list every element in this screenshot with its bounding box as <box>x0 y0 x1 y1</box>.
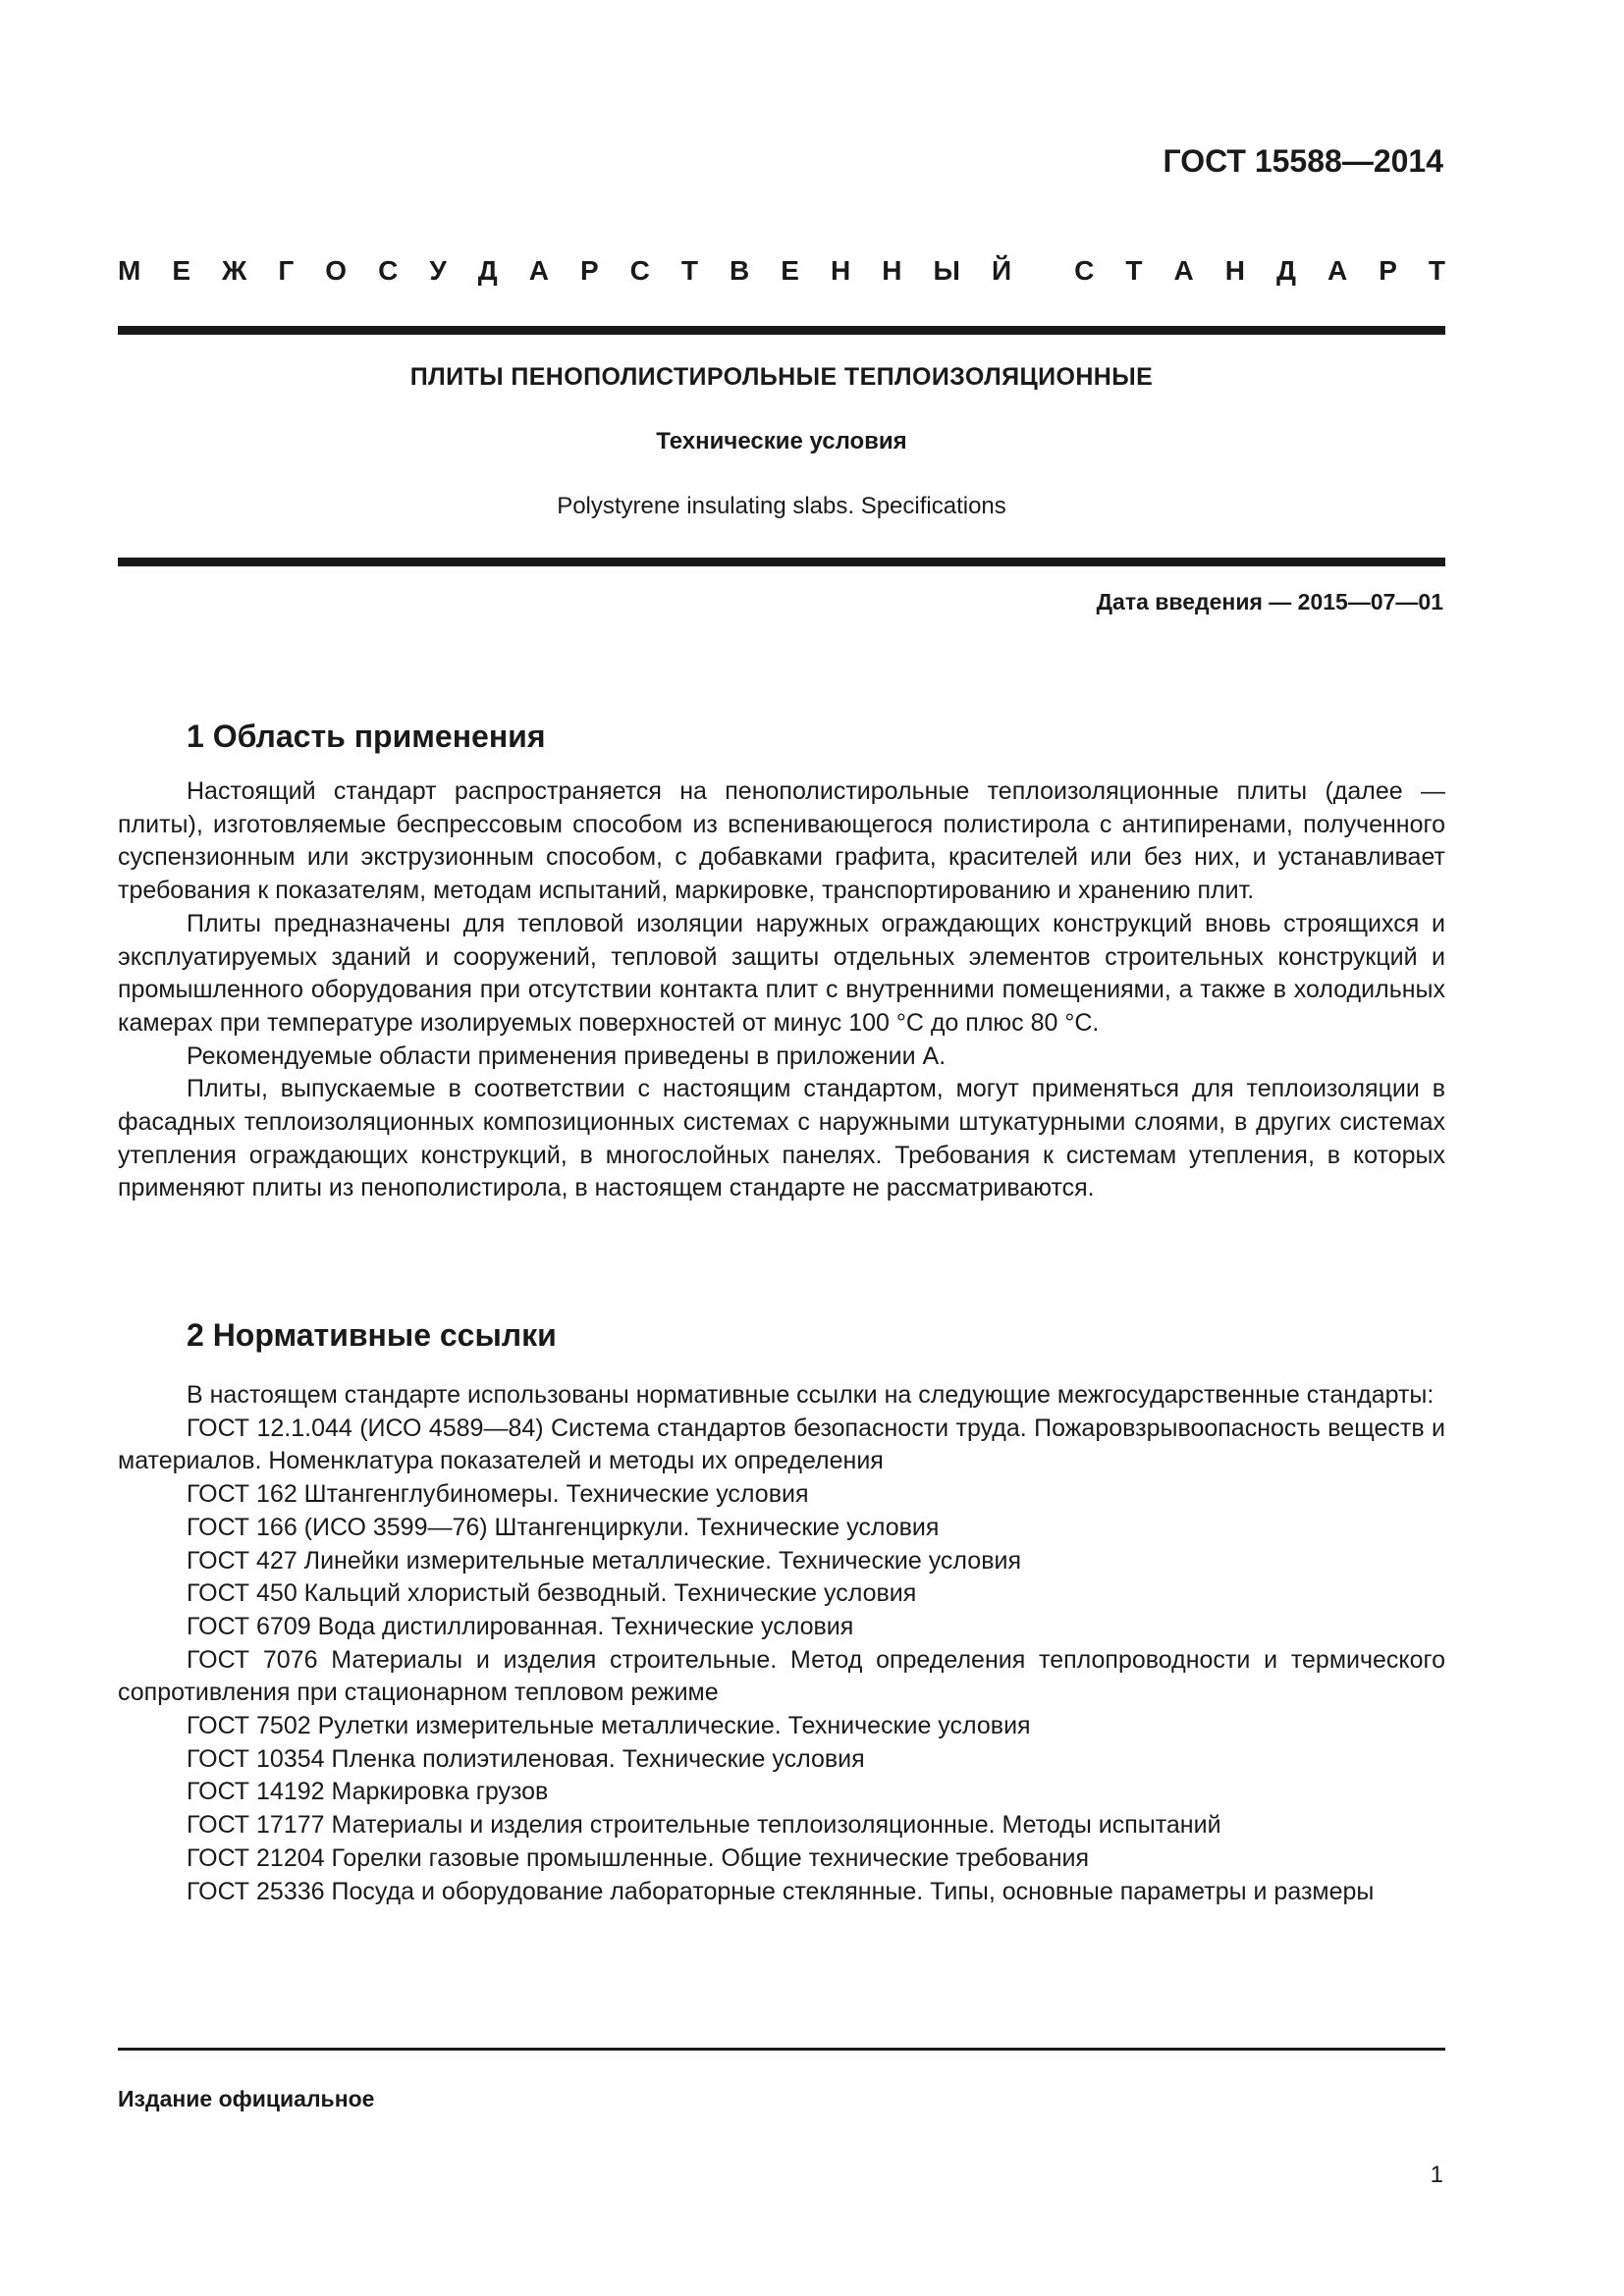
paragraph: Плиты, выпускаемые в соответствии с настоящим стандартом, могут применяться для теплоизоляции в фасадных теплоизоляционных композиционных системах с наружными штукатурными слоями, в других системах утепления ограждающих конструкций, в многослойных панелях. Требования к системам утепления, в которых применяют плиты из пенополистирола, в настоящем стандарте не рассматриваются. <box>118 1075 1445 1202</box>
standard-kind-letter: А <box>528 255 549 286</box>
reference-item: ГОСТ 10354 Пленка полиэтиленовая. Технические условия <box>187 1744 865 1773</box>
reference-item: ГОСТ 427 Линейки измерительные металлические. Технические условия <box>187 1546 1021 1575</box>
header-divider <box>118 326 1445 335</box>
standard-kind-letter: Е <box>172 255 191 286</box>
standard-kind-letter: Н <box>831 255 851 286</box>
footer-divider <box>118 2048 1445 2051</box>
document-title-english: Polystyrene insulating slabs. Specifications <box>557 493 1006 519</box>
standard-kind-letter: О <box>325 255 348 286</box>
document-title: ПЛИТЫ ПЕНОПОЛИСТИРОЛЬНЫЕ ТЕПЛОИЗОЛЯЦИОННЫЕ <box>409 363 1154 391</box>
paragraph: Настоящий стандарт распространяется на пенополистирольные теплоизоляционные плиты (далее — плиты), изготовляемые беспрессовым способом из вспенивающегося полистирола с антипиренами, полученного суспензионным или экструзионным способом, с добавками графита, красителей или без них, и устанавливает требования к показателям, методам испытаний, маркировке, транспортированию и хранению плит. <box>118 777 1445 905</box>
gost-number: ГОСТ 15588—2014 <box>1163 143 1443 179</box>
paragraph: Рекомендуемые области применения приведены в приложении А. <box>187 1041 947 1070</box>
reference-item: ГОСТ 162 Штангенглубиномеры. Технические условия <box>187 1480 809 1509</box>
standard-kind-letter: Р <box>579 255 599 286</box>
standard-kind-letter: С <box>629 255 650 286</box>
reference-item: ГОСТ 25336 Посуда и оборудование лабораторные стеклянные. Типы, основные параметры и размеры <box>187 1877 1375 1905</box>
standard-kind-letter: Ж <box>222 255 247 286</box>
reference-item: ГОСТ 7502 Рулетки измерительные металлические. Технические условия <box>187 1712 1031 1740</box>
standard-kind-letter: Е <box>781 255 799 286</box>
standard-kind-letter: Н <box>1224 255 1245 286</box>
reference-item: ГОСТ 14192 Маркировка грузов <box>187 1778 549 1806</box>
standard-kind-letter: С <box>1074 255 1095 286</box>
page-number: 1 <box>1430 2162 1443 2188</box>
reference-item: ГОСТ 450 Кальций хлористый безводный. Технические условия <box>187 1579 917 1608</box>
reference-item: ГОСТ 6709 Вода дистиллированная. Технические условия <box>187 1612 854 1640</box>
paragraph: В настоящем стандарте использованы нормативные ссылки на следующие межгосударственные стандарты: <box>187 1381 1435 1409</box>
standard-kind-letter: М <box>118 255 141 286</box>
standard-kind-letter: В <box>730 255 750 286</box>
paragraph: Плиты предназначены для тепловой изоляции наружных ограждающих конструкций вновь строящихся и эксплуатируемых зданий и сооружений, тепловой защиты отдельных элементов строительных конструкций и промышленного оборудования при отсутствии контакта плит с внутренними помещениями, а также в холодильных камерах при температуре изолируемых поверхностей от минус 100 °С до плюс 80 °С. <box>118 909 1445 1037</box>
standard-kind-letter: Т <box>1125 255 1143 286</box>
standard-kind-letter: Ы <box>933 255 960 286</box>
section-2-heading: 2 Нормативные ссылки <box>187 1317 557 1353</box>
standard-kind-letter: У <box>429 255 447 286</box>
section-1-body <box>118 775 1445 1205</box>
section-2-body <box>118 1379 1445 1908</box>
reference-item: ГОСТ 166 (ИСО 3599—76) Штангенциркули. Технические условия <box>187 1513 940 1541</box>
standard-kind <box>118 255 1445 287</box>
standard-kind-letter: Т <box>1428 255 1445 286</box>
official-edition-label: Издание официальное <box>118 2086 375 2111</box>
section-1-heading: 1 Область применения <box>187 719 546 754</box>
title-divider <box>118 558 1445 566</box>
reference-item: ГОСТ 7076 Материалы и изделия строительные. Метод определения теплопроводности и термического сопротивления при стационарном тепловом режиме <box>118 1645 1445 1707</box>
standard-kind-letter: Т <box>680 255 699 286</box>
standard-kind-letter: Д <box>1275 255 1296 286</box>
standard-kind-letter: А <box>1173 255 1194 286</box>
document-subtitle: Технические условия <box>656 428 907 454</box>
standard-kind-letter: Н <box>882 255 902 286</box>
reference-item: ГОСТ 17177 Материалы и изделия строительные теплоизоляционные. Методы испытаний <box>187 1811 1221 1840</box>
standard-kind-letter: А <box>1326 255 1348 286</box>
standard-kind-letter: С <box>378 255 399 286</box>
standard-kind-letter: Й <box>991 255 1012 286</box>
reference-item: ГОСТ 12.1.044 (ИСО 4589—84) Система стандартов безопасности труда. Пожаровзрывоопасность веществ и материалов. Номенклатура показателей и методы их определения <box>118 1414 1445 1475</box>
introduction-date: Дата введения — 2015—07—01 <box>1096 589 1443 614</box>
standard-kind-letter: Р <box>1379 255 1397 286</box>
reference-item: ГОСТ 21204 Горелки газовые промышленные. Общие технические требования <box>187 1843 1090 1872</box>
standard-kind-letter: Г <box>278 255 295 286</box>
standard-kind-letter: Д <box>477 255 498 286</box>
